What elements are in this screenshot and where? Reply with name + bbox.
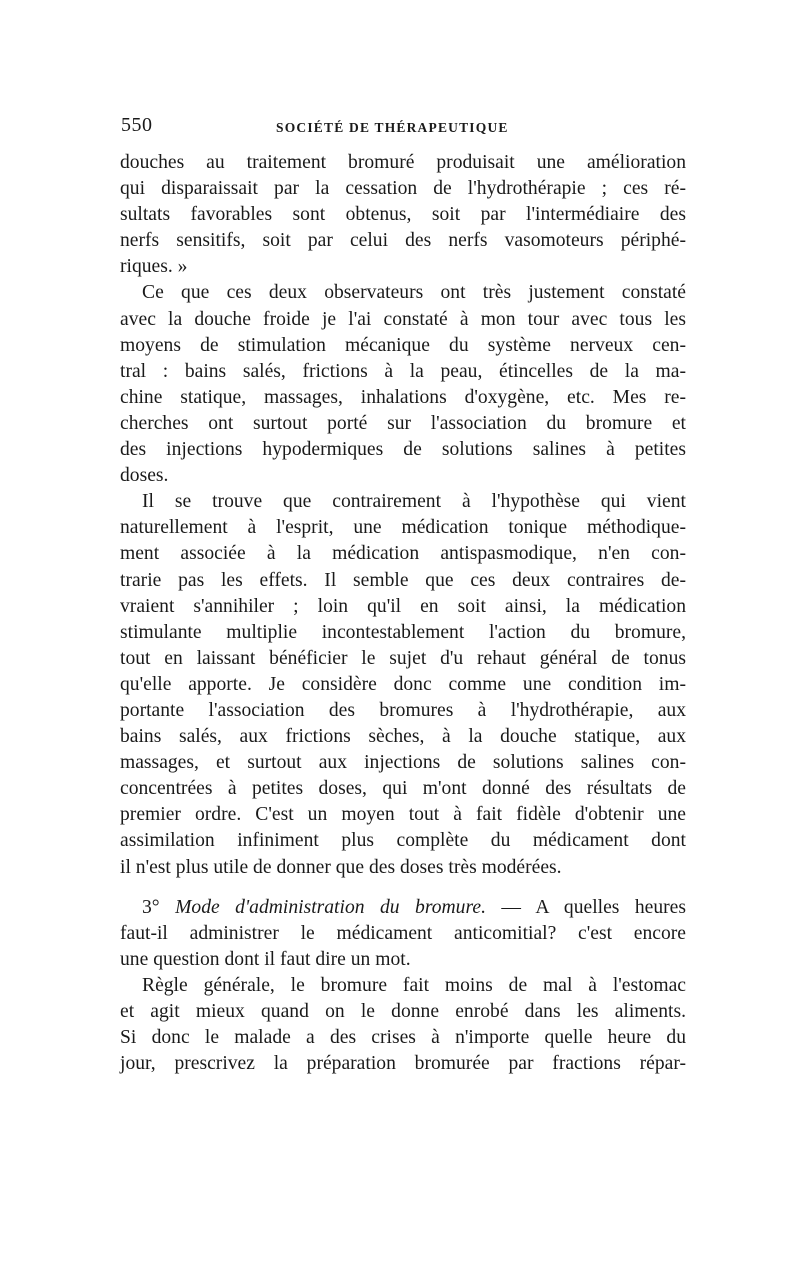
text-line: tout en laissant bénéficier le sujet d'u rehaut général de tonus [120,647,686,669]
text-line: vraient s'annihiler ; loin qu'il en soit ainsi, la médication [120,595,686,617]
text-line: portante l'association des bromures à l'hydrothérapie, aux [120,699,686,721]
text-line: et agit mieux quand on le donne enrobé dans les aliments. [120,1001,686,1022]
section-title: Mode d'administration du bromure. [175,896,486,918]
text-line: nerfs sensitifs, soit par celui des nerfs vasomoteurs périphé- [120,230,686,252]
text-line: jour, prescrivez la préparation bromurée par fractions répar- [120,1053,686,1075]
paragraph [120,280,686,489]
text-line: faut-il administrer le médicament anticomitial? c'est encore [120,922,686,944]
page-header [121,114,686,140]
text-line: stimulante multiplie incontestablement l'action du bromure, [120,621,686,643]
text-line: tral : bains salés, frictions à la peau, étincelles de la ma- [120,360,686,382]
text-line: douches au traitement bromuré produisait une amélioration [120,152,686,173]
section-heading-rest: — A quelles heures [485,896,686,918]
text-line: chine statique, massages, inhalations d'oxygène, etc. Mes re- [120,386,686,408]
section-heading-line [120,895,686,921]
paragraph [120,489,686,880]
text-line: des injections hypodermiques de solutions salines à petites [120,439,686,461]
text-line: Ce que ces deux observateurs ont très justement constaté [142,282,686,304]
text-line: massages, et surtout aux injections de solutions salines con- [120,752,686,774]
page-number: 550 [121,114,153,136]
text-line: Il se trouve que contrairement à l'hypothèse qui vient [142,491,686,513]
text-line: qui disparaissait par la cessation de l'hydrothérapie ; ces ré- [120,178,686,200]
text-line: bains salés, aux frictions sèches, à la douche statique, aux [120,726,686,748]
text-line: il n'est plus utile de donner que des doses très modérées. [120,856,562,878]
text-line: doses. [120,465,169,487]
text-line: ment associée à la médication antispasmodique, n'en con- [120,543,686,565]
text-line: assimilation infiniment plus complète du médicament dont [120,830,686,852]
text-line: qu'elle apporte. Je considère donc comme une condition im- [120,673,686,695]
text-line: sultats favorables sont obtenus, soit par l'intermédiaire des [120,204,686,226]
text-line: avec la douche froide je l'ai constaté à mon tour avec tous les [120,308,686,330]
body-text [120,150,686,1077]
running-head: SOCIÉTÉ DE THÉRAPEUTIQUE [276,120,509,135]
section-number: 3° [142,896,160,918]
text-line: concentrées à petites doses, qui m'ont donné des résultats de [120,778,686,800]
text-line: une question dont il faut dire un mot. [120,948,411,970]
paragraph [120,150,686,280]
text-line: Si donc le malade a des crises à n'importe quelle heure du [120,1027,686,1049]
text-line: premier ordre. C'est un moyen tout à fait fidèle d'obtenir une [120,804,686,826]
paragraph [120,973,686,1077]
text-line: riques. » [120,256,188,278]
text-line: naturellement à l'esprit, une médication tonique méthodique- [120,517,686,539]
text-line: moyens de stimulation mécanique du système nerveux cen- [120,334,686,356]
text-line: Règle générale, le bromure fait moins de mal à l'estomac [142,974,686,996]
text-line: trarie pas les effets. Il semble que ces deux contraires de- [120,569,686,591]
text-line: cherches ont surtout porté sur l'association du bromure et [120,412,686,434]
section-gap [120,881,686,895]
section-paragraph [120,895,686,973]
